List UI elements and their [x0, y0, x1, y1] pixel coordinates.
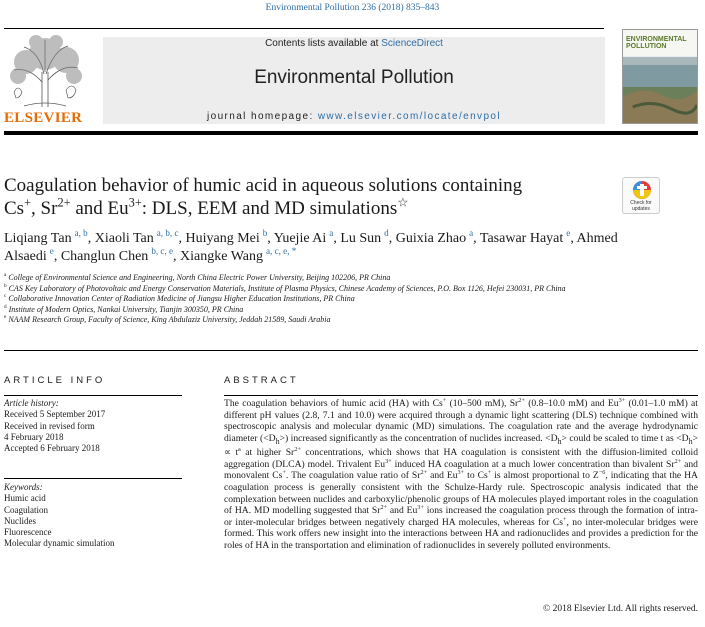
article-title — [4, 174, 604, 220]
affiliation-key: d — [4, 303, 7, 310]
copyright-notice: © 2018 Elsevier Ltd. All rights reserved. — [543, 604, 698, 614]
author-name[interactable]: Lu Sun — [340, 231, 382, 246]
author-affiliation-link[interactable]: a — [329, 228, 334, 239]
charge: 3+ — [618, 396, 626, 404]
abstract-frag: is almost proportional to Z — [491, 470, 599, 482]
cover-title-line-1: ENVIRONMENTAL — [626, 36, 687, 43]
abstract-frag: (0.01–1.0 mM) at different pH values (2.8, 7.1 and 10.0) were acquired through a dynamic light scattering (DLS) technique combined with spectroscopic analysis and molecular dynamic (MD) simulations. The coagulation rate and the average hydrodynamic diameter (<D — [224, 398, 698, 444]
crossmark-label-1: Check for — [630, 200, 652, 206]
cover-title-line-2: POLLUTION — [626, 43, 667, 50]
author-name[interactable]: Yuejie Ai — [273, 231, 327, 246]
title-cs: Cs — [4, 198, 25, 219]
author-name[interactable]: Xiangke Wang — [180, 249, 264, 264]
charge: 3+ — [385, 457, 392, 465]
subscript: h — [688, 436, 693, 446]
charge: + — [282, 469, 286, 477]
affiliation-item — [4, 284, 624, 295]
abstract-frag: . The coagulation value ratio of Sr — [285, 470, 421, 482]
abstract-frag: to Cs — [464, 470, 488, 482]
contents-available-line — [103, 38, 605, 49]
abstract-frag: concentrations, which shows that HA coagulation is consistent with the diffusion-limited colloid aggregation (DLCA) model. Trivalent Eu — [224, 447, 698, 470]
abstract-frag: and monovalent Cs — [224, 458, 698, 482]
author-affiliation-link[interactable]: b — [262, 228, 268, 239]
affiliation-text: CAS Key Laboratory of Photovoltaic and Energy Conservation Materials, Institute of Plasma Physics, Chinese Academy of Sciences, P.O. Box 1126, Hefei 230031, PR China — [8, 283, 566, 293]
journal-masthead — [103, 37, 605, 124]
history-entry: Accepted 6 February 2018 — [4, 443, 100, 454]
abstract-frag: The coagulation behaviors of humic acid (HA) with Cs — [224, 398, 443, 409]
subscript: h — [275, 436, 280, 446]
sciencedirect-link[interactable]: ScienceDirect — [381, 38, 443, 49]
abstract-text — [224, 398, 698, 552]
abstract-frag: , indicating that the HA coagulation process is generally consistent with the Schulze-Hardy rule. Spectroscopic analysis indicated that the complexation between nuclides and carboxylic/phenolic groups of HA molecules played important roles in the coagulation of HA. MD modelling suggested that Sr — [224, 470, 698, 517]
header-bottom-rule — [4, 131, 698, 135]
author-affiliation-link[interactable]: a, b, c — [156, 228, 179, 239]
title-text-part-1: Coagulation behavior of humic acid in aqueous solutions containing — [4, 175, 523, 196]
exponent: a — [238, 446, 241, 454]
charge: + — [562, 515, 567, 523]
author-list: Liqiang Tan $^{a, b}$, Xiaoli Tan $^{a, b, c}$, Huiyang Mei $^b$, Yuejie Ai $^a$, Lu Sun $^d$, Guixia Zhao $^a$, Tasawar Hayat $^e$, Ahmed Alsaedi $^e$, Changlun Chen $^{b, c, e}$, Xiangke Wang $^{a, c, e, *}$ — [4, 228, 618, 264]
title-text-part-2: : DLS, EEM and MD simulations — [141, 198, 398, 219]
contents-prefix: Contents lists available at — [265, 38, 382, 49]
charge: 2+ — [420, 469, 428, 477]
author-affiliation-link[interactable]: a, b — [74, 228, 88, 239]
charge: 2+ — [380, 504, 388, 512]
abstract-frag: at higher Sr — [240, 447, 295, 459]
author-affiliation-link[interactable]: a — [469, 228, 474, 239]
affiliation-item — [4, 294, 624, 305]
abstract-frag: (10–500 mM), Sr — [446, 398, 519, 409]
cover-photo-image — [623, 57, 697, 124]
abstract-frag: >) increased significantly as the concentration of nuclides increased. <D — [279, 432, 558, 444]
abstract-frag: > could be scaled to time t as <D — [561, 432, 689, 444]
affiliation-text: Institute of Modern Optics, Nankai University, Tianjin 300350, PR China — [8, 304, 244, 314]
charge: 2+ — [294, 446, 301, 454]
journal-cover-thumbnail[interactable] — [622, 29, 698, 124]
author-name[interactable]: Tasawar Hayat — [479, 231, 564, 246]
affiliation-key: e — [4, 314, 7, 321]
subscript: h — [557, 436, 562, 446]
journal-title[interactable]: Environmental Pollution — [254, 67, 454, 88]
author-affiliation-link[interactable]: e — [49, 246, 54, 257]
article-info-rule — [4, 395, 182, 396]
charge: 2+ — [674, 457, 682, 465]
title-cs-charge: + — [24, 195, 32, 210]
keyword-item: Fluorescence — [4, 527, 52, 538]
author-affiliation-link[interactable]: b, c, e — [151, 246, 174, 257]
section-divider-rule — [4, 350, 698, 351]
affiliation-key: b — [4, 282, 7, 289]
abstract-frag: ions increased the coagulation process through the formation of intra- or inter-molecular bridges between negatively charged HA molecules, whereas for Cs — [224, 505, 698, 528]
affiliation-item — [4, 273, 624, 284]
affiliation-list — [4, 273, 624, 326]
cover-title — [626, 36, 687, 50]
abstract-heading: ABSTRACT — [224, 375, 299, 386]
title-footnote-star[interactable]: ☆ — [397, 195, 409, 210]
abstract-rule — [224, 395, 698, 396]
title-sr-charge: 2+ — [57, 195, 71, 210]
abstract-frag: induced HA coagulation at a much lower concentration than bivalent Sr — [391, 458, 675, 470]
author-name[interactable]: Guixia Zhao — [395, 231, 467, 246]
abstract-frag: and Eu — [427, 470, 458, 482]
affiliation-text: College of Environmental Science and Engineering, North China Electric Power University, Beijing 102206, PR China — [8, 273, 391, 282]
article-history-block — [4, 398, 182, 454]
journal-citation[interactable]: Environmental Pollution 236 (2018) 835–843 — [265, 3, 440, 13]
charge: + — [442, 396, 447, 404]
charge: 2+ — [518, 396, 525, 404]
author-affiliation-link[interactable]: e — [566, 228, 571, 239]
author-name[interactable]: Changlun Chen — [60, 249, 149, 264]
title-eu-charge: 3+ — [128, 195, 142, 210]
author-name[interactable]: Huiyang Mei — [185, 231, 260, 246]
crossmark-icon — [623, 178, 661, 202]
homepage-prefix: journal homepage: — [206, 111, 318, 122]
title-eu: and Eu — [70, 198, 129, 219]
keywords-label: Keywords: — [4, 482, 43, 492]
charge: + — [487, 469, 492, 477]
abstract-frag: and Eu — [387, 505, 418, 517]
affiliation-key: c — [4, 293, 7, 300]
charge: 3+ — [457, 469, 465, 477]
author-name[interactable]: Xiaoli Tan — [94, 231, 154, 246]
history-entry: 4 February 2018 — [4, 431, 64, 442]
author-name[interactable]: Liqiang Tan — [4, 231, 72, 246]
keywords-block — [4, 482, 182, 550]
article-info-heading: ARTICLE INFO — [4, 375, 106, 386]
affiliation-text: NAAM Research Group, Faculty of Science, King Abdulaziz University, Jeddah 21589, Saudi Arabia — [8, 315, 331, 324]
abstract-frag: , no inter-molecular bridges were formed. This work offers new insight into the interactions between HA and radionuclides and provides a prediction for the roles of HA in the transportation and elimination of radionuclides in severely polluted environments. — [224, 516, 698, 552]
history-entry: Received in revised form — [4, 420, 95, 431]
affiliation-item — [4, 305, 624, 316]
check-for-updates-badge[interactable] — [622, 177, 660, 214]
journal-homepage-link[interactable]: www.elsevier.com/locate/envpol — [317, 111, 501, 122]
exponent: −6 — [598, 469, 606, 477]
author-affiliation-link[interactable]: a, c, e, * — [266, 246, 297, 257]
author-affiliation-link[interactable]: d — [384, 228, 389, 239]
journal-homepage-line — [103, 111, 605, 122]
charge: 3+ — [417, 504, 424, 512]
keyword-item: Molecular dynamic simulation — [4, 538, 115, 549]
article-history-label: Article history: — [4, 398, 59, 408]
author-name[interactable]: Ahmed Alsaedi — [4, 231, 618, 264]
affiliation-item — [4, 315, 624, 326]
keyword-item: Humic acid — [4, 493, 46, 504]
history-entry: Received 5 September 2017 — [4, 409, 106, 420]
abstract-frag: > ∝ t — [224, 432, 698, 459]
crossmark-label-2: updates — [632, 205, 650, 212]
abstract-frag: (0.8–10.0 mM) and Eu — [524, 398, 619, 409]
elsevier-wordmark: ELSEVIER — [4, 110, 83, 126]
keyword-item: Coagulation — [4, 504, 48, 515]
affiliation-text: Collaborative Innovation Center of Radiation Medicine of Jiangsu Higher Education Institutions, PR China — [8, 294, 355, 303]
crossmark-label — [623, 201, 659, 212]
header-top-rule — [4, 28, 604, 29]
keywords-rule — [4, 478, 182, 479]
keyword-item: Nuclides — [4, 515, 36, 526]
affiliation-key: a — [4, 272, 7, 279]
title-sr: , Sr — [31, 198, 58, 219]
